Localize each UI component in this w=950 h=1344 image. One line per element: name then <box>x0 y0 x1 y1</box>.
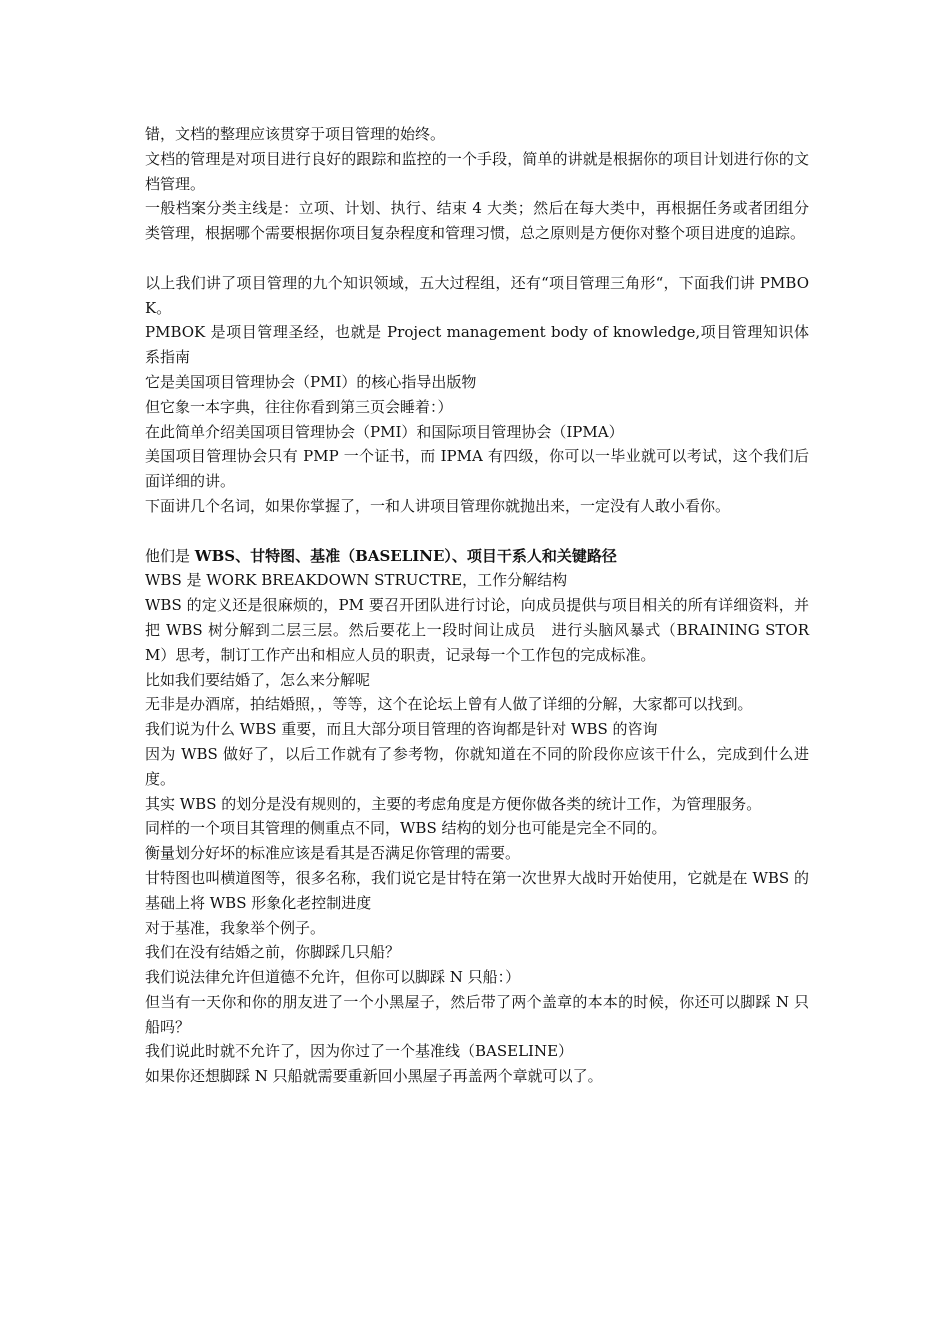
paragraph-doc-management: 文档的管理是对项目进行良好的跟踪和监控的一个手段，简单的讲就是根据你的项目计划进行你的文档管理。 <box>145 149 809 193</box>
paragraph-terms-intro: 下面讲几个名词，如果你掌握了，一和人讲项目管理你就抛出来，一定没有人敢小看你。 <box>145 496 731 515</box>
paragraph-law-morality: 我们说法律允许但道德不允许，但你可以脚踩 N 只船：） <box>145 968 521 987</box>
paragraph-gantt: 甘特图也叫横道图等，很多名称，我们说它是甘特在第一次世界大战时开始使用，它就是在 WBS 的基础上将 WBS 形象化老控制进度 <box>145 868 809 912</box>
paragraph-wbs-process: WBS 的定义还是很麻烦的，PM 要召开团队进行讨论，向成员提供与项目相关的所有详细资料，并把 WBS 树分解到二层三层。然后要花上一段时间让成员 进行头脑风暴式（BRAINING STORM）思考，制订工作产出和相应人员的职责，记录每一个工作包的完成标准。 <box>145 596 809 664</box>
blank-line <box>145 519 809 544</box>
paragraph-wbs-reference: 因为 WBS 做好了，以后工作就有了参考物，你就知道在不同的阶段你应该干什么，完成到什么进度。 <box>145 744 809 788</box>
paragraph-wedding-example: 比如我们要结婚了，怎么来分解呢 <box>145 670 371 689</box>
paragraph-archive-classification: 一般档案分类主线是：立项、计划、执行、结束 4 大类；然后在每大类中，再根据任务或者团组分类管理，根据哪个需要根据你项目复杂程度和管理习惯，总之原则是方便你对整个项目进度的追踪。 <box>145 199 809 243</box>
paragraph-wbs-importance: 我们说为什么 WBS 重要，而且大部分项目管理的咨询都是针对 WBS 的咨询 <box>145 720 658 739</box>
paragraph-wbs-criteria: 衡量划分好坏的标准应该是看其是否满足你管理的需要。 <box>145 844 521 863</box>
paragraph-wbs-definition: WBS 是 WORK BREAKDOWN STRUCTRE，工作分解结构 <box>145 571 568 590</box>
paragraph-wbs-rules: 其实 WBS 的划分是没有规则的，主要的考虑角度是方便你做各类的统计工作，为管理服务。 <box>145 794 762 813</box>
blank-line <box>145 246 809 271</box>
paragraph-pmbok-intro: 以上我们讲了项目管理的九个知识领域，五大过程组，还有“项目管理三角形“，下面我们讲 PMBOK。 <box>145 273 809 317</box>
paragraph-pmi-ipma: 在此简单介绍美国项目管理协会（PMI）和国际项目管理协会（IPMA） <box>145 422 624 441</box>
paragraph-doc-tracking: 错，文档的整理应该贯穿于项目管理的始终。 <box>145 125 446 143</box>
terms-bold: WBS、甘特图、基准（BASELINE）、项目干系人和关键路径 <box>194 546 617 565</box>
paragraph-wbs-structure: 同样的一个项目其管理的侧重点不同，WBS 结构的划分也可能是完全不同的。 <box>145 819 667 838</box>
paragraph-baseline-example: 对于基准，我象举个例子。 <box>145 918 326 937</box>
paragraph-pmbok-definition: PMBOK 是项目管理圣经，也就是 Project management body of knowledge,项目管理知识体系指南 <box>145 323 809 367</box>
paragraph-dictionary: 但它象一本字典，往往你看到第三页会睡着：） <box>145 397 453 416</box>
paragraph-black-room: 但当有一天你和你的朋友进了一个小黑屋子，然后带了两个盖章的本本的时候，你还可以脚踩 N 只船吗？ <box>145 992 809 1036</box>
paragraph-wedding-breakdown: 无非是办酒席，拍结婚照，，等等，这个在论坛上曾有人做了详细的分解，大家都可以找到。 <box>145 695 753 714</box>
document-page <box>145 122 809 1089</box>
paragraph-pmi-publication: 它是美国项目管理协会（PMI）的核心指导出版物 <box>145 372 477 391</box>
paragraph-rebaseline: 如果你还想脚踩 N 只船就需要重新回小黑屋子再盖两个章就可以了。 <box>145 1067 603 1086</box>
terms-prefix: 他们是 <box>145 546 195 565</box>
paragraph-baseline-crossed: 我们说此时就不允许了，因为你过了一个基准线（BASELINE） <box>145 1042 574 1061</box>
paragraph-terms-list <box>145 544 809 569</box>
paragraph-before-marriage: 我们在没有结婚之前，你脚踩几只船？ <box>145 943 401 962</box>
paragraph-certificates: 美国项目管理协会只有 PMP 一个证书，而 IPMA 有四级，你可以一毕业就可以考试，这个我们后面详细的讲。 <box>145 447 809 491</box>
